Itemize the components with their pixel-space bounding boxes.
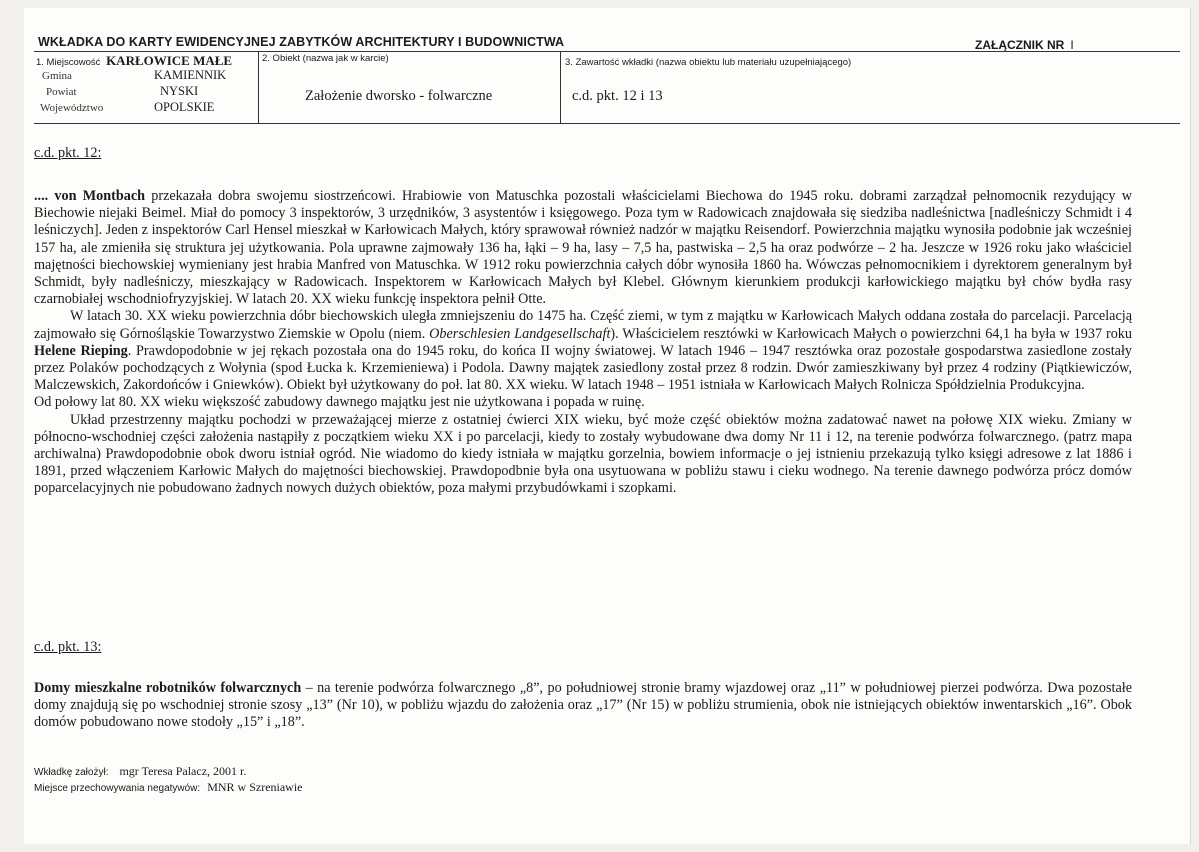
bold-lead: Domy mieszkalne robotników folwarcznych <box>34 680 302 696</box>
paragraph-text: W latach 30. XX wieku powierzchnia dóbr biechowskich uległa zmniejszeniu do 1475 ha. Część ziemi, w tym z majątku w Karłowicach Małych oddana została do parcelacji. Parcelacją zajmowało się Górnośląskie Towarzystwo Ziemskie w Opolu (niem. <box>34 308 1132 342</box>
paragraph <box>34 188 1132 308</box>
location-row-gmina <box>42 68 227 83</box>
italic-term: Oberschlesien Landgesellschaft <box>429 325 611 342</box>
author-line <box>34 764 246 779</box>
table-divider-1 <box>258 51 259 123</box>
location-cell <box>36 53 232 69</box>
storage-value: MNR w Szreniawie <box>207 780 303 794</box>
location-value: KAMIENNIK <box>154 68 227 82</box>
contents-label: 3. Zawartość wkładki (nazwa obiektu lub materiału uzupełniającego) <box>565 57 852 68</box>
paragraph-text: – na terenie podwórza folwarcznego „8”, po południowej stronie bramy wjazdowej oraz „11” w południowej pierzei podwórza. Dwa pozostałe domy znajdują się po wschodniej stronie szosy „13” (Nr 10), w pobliżu wjazdu do założenia oraz „17” (Nr 15) w pobliżu strumienia, obok nie istniejących obiektów inwentarskich „16”. Obok domów pobudowano nowe stodoły „15” i „18”. <box>34 680 1132 731</box>
section-12-heading: c.d. pkt. 12: <box>34 145 102 161</box>
attachment-label: ZAŁĄCZNIK NR <box>975 38 1065 52</box>
contents-value: c.d. pkt. 12 i 13 <box>572 88 663 104</box>
attachment-value: I <box>1070 38 1074 52</box>
location-label: 1. Miejscowość <box>36 57 101 68</box>
location-row-powiat <box>46 84 199 99</box>
paragraph <box>34 308 1132 394</box>
form-title: WKŁADKA DO KARTY EWIDENCYJNEJ ZABYTKÓW ARCHITEKTURY I BUDOWNICTWA <box>38 35 565 49</box>
paragraph-text: przekazała dobra swojemu siostrzeńcowi. Hrabiowie von Matuschka pozostali właścicielami Biechowa do 1945 roku. dobrami zarządzał pełnomocnik rezydujący w Biechowie niejaki Beimel. Miał do pomocy 3 inspektorów, 3 urzędników, 3 asystentów i księgowego. Poza tym w Radowicach znajdowała się siedziba nadleśnictwa [nadleśniczy Schmidt i 4 leśniczych]. Jeden z inspektorów Carl Hensel mieszkał w Karłowicach Małych, który sprawował również nadzór w majątku Reisendorf. Powierzchnia majątku wynosiła podobnie jak wcześniej 157 ha, ale zmieniła się struktura jej użytkowania. Pola uprawne zajmowały 136 ha, łąki – 9 ha, lasy – 7,5 ha, pastwiska – 2,5 ha oraz podwórze – 2 ha. Jeszcze w 1926 roku jako właściciel majętności biechowskiej wymieniany jest hrabia Manfred von Matuschka. W 1912 roku powierzchnia całych dóbr wynosiła 1860 ha. Wówczas pełnomocnikiem i dyrektorem generalnym był Schmidt, były nadleśniczy, mieszkający w Radowicach. Inspektorem w Karłowicach Małych był Klebel. Głównym kierunkiem produkcji karłowickiego majątku był chów bydła rasy czarnobiałej wschodniofryzyjskiej. W latach 20. XX wieku funkcję inspektora pełnił Otte. <box>34 188 1132 308</box>
author-label: Wkładkę założył: <box>34 767 109 778</box>
location-value: NYSKI <box>160 84 199 98</box>
place-name: KARŁOWICE MAŁE <box>106 53 233 68</box>
table-divider-2 <box>560 51 561 123</box>
object-label: 2. Obiekt (nazwa jak w karcie) <box>262 53 389 64</box>
object-value: Założenie dworsko - folwarczne <box>305 88 493 104</box>
author-value: mgr Teresa Palacz, 2001 r. <box>119 764 247 778</box>
location-key: Gmina <box>42 70 72 82</box>
paragraph-text: . Prawdopodobnie w jej rękach pozostała ona do 1945 roku, do końca II wojny światowej. W latach 1946 – 1947 resztówka oraz pozostałe gospodarstwa zasiedlone zostały przez Polaków pochodzących z Wołynia (spod Łucka k. Krzemieniewa) i Podola. Dawny majątek zasiedlony został przez 8 rodzin. Dwór zamieszkiwany był przez 4 rodziny (Piątkiewiczów, Malczewskich, Zakordońców i Gniewków). Obiekt był użytkowany do poł. lat 80. XX wieku. W latach 1948 – 1951 istniała w Karłowicach Małych Rolnicza Spółdzielnia Produkcyjna. <box>34 342 1132 394</box>
bold-name: Helene Rieping <box>34 342 128 359</box>
location-value: OPOLSKIE <box>154 100 215 114</box>
section-12-body <box>34 188 1132 498</box>
attachment-number <box>975 38 1074 52</box>
table-top-rule <box>34 51 1180 52</box>
storage-label: Miejsce przechowywania negatywów: <box>34 783 201 794</box>
paragraph-text: ). Właścicielem resztówki w Karłowicach Małych o powierzchni 64,1 ha była w 1937 roku <box>610 325 1132 342</box>
paragraph <box>34 680 1132 732</box>
location-key: Powiat <box>46 86 77 98</box>
location-row-wojewodztwo <box>40 100 215 115</box>
paragraph: Od połowy lat 80. XX wieku większość zabudowy dawnego majątku jest nie użytkowana i popada w ruinę. <box>34 394 645 411</box>
paragraph: Układ przestrzenny majątku pochodzi w przeważającej mierze z ostatniej ćwierci XIX wieku, być może część obiektów można zadatować nawet na połowę XIX wieku. Zmiany w północno-wschodniej części założenia nastąpiły z początkiem wieku XX i po parcelacji, kiedy to zostały wybudowane dwa domy Nr 11 i 12, na terenie podwórza folwarcznego. (patrz mapa archiwalna) Prawdopodobnie obok dworu istniał ogród. Nie wiadomo do kiedy istniała w majątku gorzelnia, bowiem informacje o jej istnieniu przekazują tylko księgi adresowe z lat 1886 i 1891, przed włączeniem Karłowic Małych do majętności biechowskiej. Prawdopodbnie była ona usytuowana w pobliżu stawu i cieku wodnego. Na terenie dawnego podwórza prócz domów poparcelacyjnych nie pobudowano żadnych nowych dużych obiektów, poza małymi przybudówkami i szopkami. <box>34 411 1132 497</box>
location-key: Województwo <box>40 102 104 114</box>
bold-lead: .... von Montbach <box>34 188 146 204</box>
storage-line <box>34 780 303 795</box>
section-13-heading: c.d. pkt. 13: <box>34 639 102 655</box>
section-13-body <box>34 680 1132 732</box>
table-bottom-rule <box>34 123 1180 124</box>
